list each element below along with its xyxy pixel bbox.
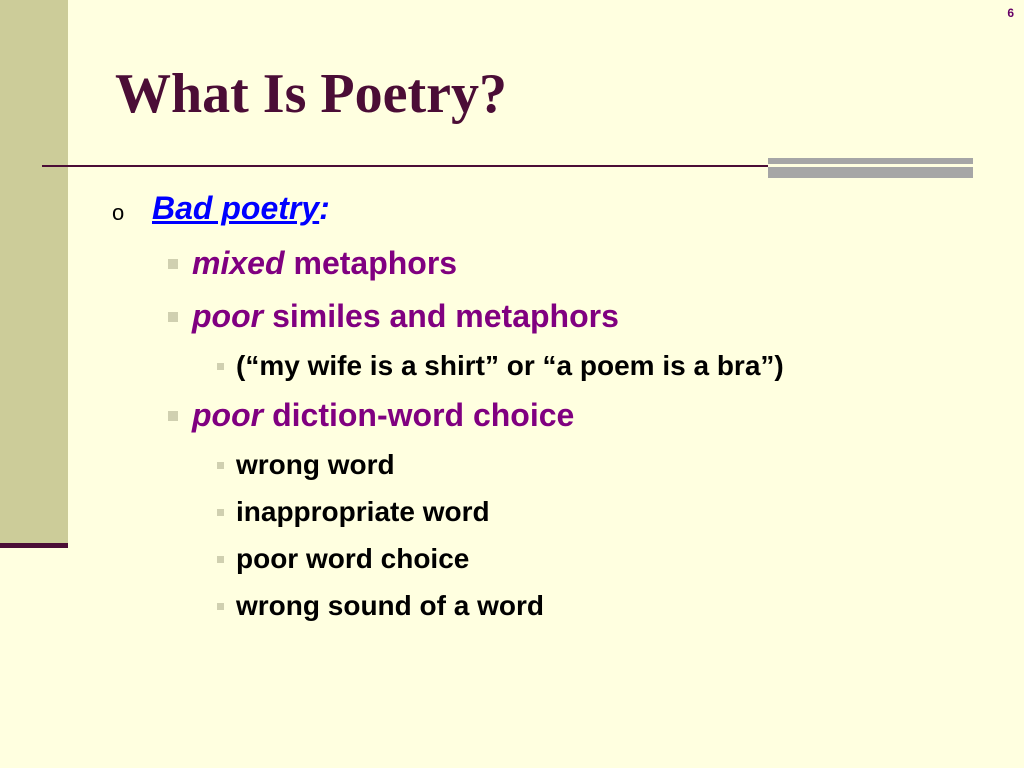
item-emphasis: mixed [192, 245, 285, 281]
left-decorative-band [0, 0, 68, 545]
title-accent-bar [768, 158, 973, 178]
heading-bad-poetry [152, 190, 330, 227]
square-bullet-icon [168, 312, 178, 322]
square-bullet-icon [217, 603, 224, 610]
square-bullet-icon [168, 411, 178, 421]
sub-item-text: inappropriate word [236, 496, 490, 527]
title-divider [42, 165, 770, 167]
square-bullet-icon [168, 259, 178, 269]
square-bullet-icon [217, 556, 224, 563]
item-text: similes and metaphors [272, 298, 619, 334]
slide-title: What Is Poetry? [115, 63, 507, 125]
item-text: diction-word choice [272, 397, 575, 433]
item-emphasis: poor [192, 397, 264, 433]
item-emphasis: poor [192, 298, 264, 334]
list-item-mixed-metaphors [168, 245, 457, 282]
item-text: metaphors [293, 245, 458, 281]
sub-item-text: wrong word [236, 449, 395, 480]
bad-poetry-link[interactable]: Bad poetry [152, 190, 320, 226]
sub-item-wrong-word [217, 449, 395, 481]
square-bullet-icon [217, 509, 224, 516]
circle-bullet-icon: o [112, 200, 125, 225]
sub-item-wrong-sound [217, 590, 544, 622]
left-band-rule [0, 543, 68, 548]
list-item-poor-diction [168, 397, 574, 434]
square-bullet-icon [217, 462, 224, 469]
sub-item-poor-word-choice [217, 543, 469, 575]
sub-item-text: (“my wife is a shirt” or “a poem is a bra”) [236, 350, 784, 381]
sub-item-example [217, 350, 784, 382]
sub-item-text: poor word choice [236, 543, 470, 574]
heading-colon: : [319, 190, 330, 226]
square-bullet-icon [217, 363, 224, 370]
sub-item-text: wrong sound of a word [236, 590, 544, 621]
list-item-poor-similes [168, 298, 619, 335]
slide-number: 6 [1007, 6, 1014, 20]
sub-item-inappropriate-word [217, 496, 490, 528]
